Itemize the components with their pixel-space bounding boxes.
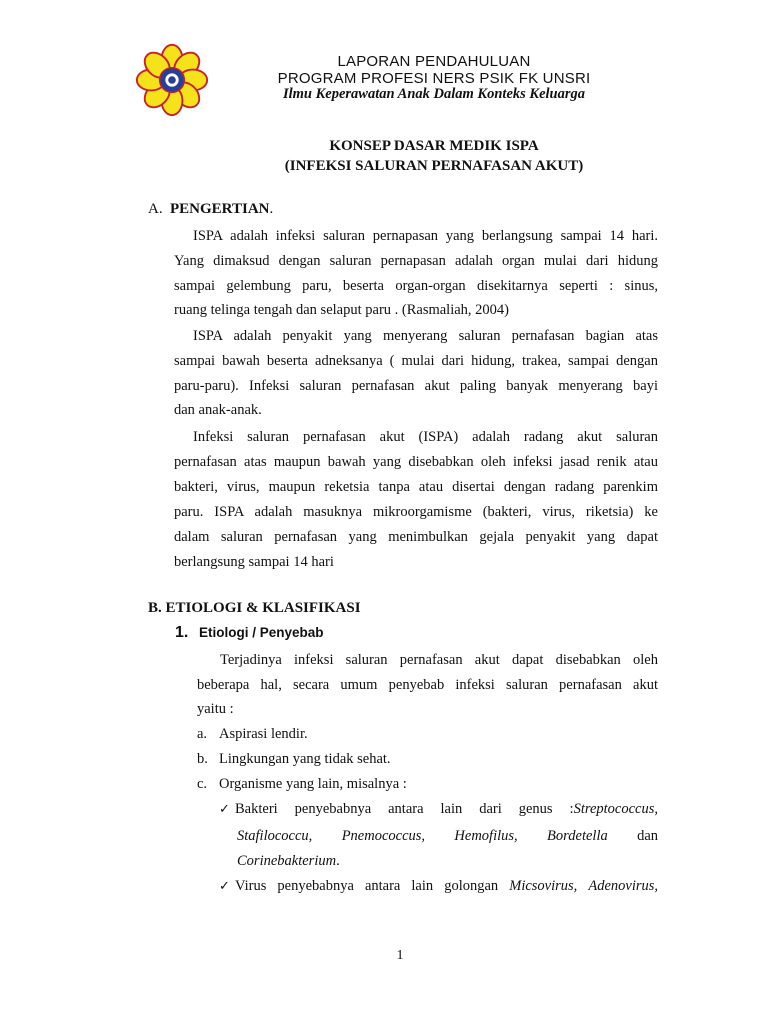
virus-lead: Virus penyebabnya antara lain golongan [235, 878, 499, 894]
bacteria-end: . [336, 853, 340, 869]
bacteria-bullet-line-3 [237, 853, 340, 870]
subsection-1-title: Etiologi / Penyebab [199, 625, 324, 640]
bacteria-bullet-line-1 [219, 801, 658, 818]
list-item-a [197, 726, 308, 743]
list-item-a-text: Aspirasi lendir. [219, 726, 308, 742]
list-item-c [197, 776, 407, 793]
paragraph-2-line-1: ISPA adalah penyakit yang menyerang saluran pernafasan bagian atas [193, 328, 658, 344]
list-item-c-label: c. [197, 776, 208, 792]
checkmark-icon: ✓ [219, 879, 230, 894]
genus-bordetella: Bordetella [547, 828, 608, 844]
section-a-label: A. [148, 201, 163, 217]
intro-line-3: yaitu : [197, 701, 234, 717]
course-subtitle: Ilmu Keperawatan Anak Dalam Konteks Keluarga [282, 86, 585, 102]
bacteria-and: dan [637, 828, 659, 844]
genus-stafilococcu: Stafilococcu, [237, 828, 313, 844]
paragraph-1-line-3: sampai gelembung paru, beserta organ-organ disekitarnya seperti : sinus, [174, 278, 658, 294]
document-subtitle: (INFEKSI SALURAN PERNAFASAN AKUT) [284, 158, 584, 174]
genus-adenovirus: Adenovirus, [588, 878, 659, 894]
paragraph-3-line-6: berlangsung sampai 14 hari [174, 554, 334, 570]
list-item-c-text: Organisme yang lain, misalnya : [219, 776, 407, 792]
intro-line-2: beberapa hal, secara umum penyebab infeksi saluran pernafasan akut [197, 677, 658, 693]
subsection-1-heading [175, 624, 324, 642]
paragraph-3-line-5: dalam saluran pernafasan yang menimbulkan gejala penyakit yang dapat [174, 529, 658, 545]
virus-bullet-line-1 [219, 878, 658, 895]
paragraph-3-line-2: pernafasan atas maupun bawah yang disebabkan oleh infeksi jasad renik atau [174, 454, 658, 470]
paragraph-3-line-4: paru. ISPA adalah masuknya mikroorgamisme (bakteri, virus, riketsia) ke [174, 504, 658, 520]
intro-line-1: Terjadinya infeksi saluran pernafasan akut dapat disebabkan oleh [220, 652, 658, 668]
list-item-b [197, 751, 391, 768]
report-type-heading: LAPORAN PENDAHULUAN [337, 53, 531, 70]
bacteria-lead: Bakteri penyebabnya antara lain dari genus : [235, 801, 574, 817]
genus-pnemococcus: Pnemococcus, [341, 828, 426, 844]
page-number: 1 [396, 948, 404, 963]
paragraph-1-line-4: ruang telinga tengah dan selaput paru . (Rasmaliah, 2004) [174, 302, 510, 318]
paragraph-1-line-2: Yang dimaksud dengan saluran pernapasan adalah organ mulai dari hidung [174, 253, 658, 269]
genus-hemofilus: Hemofilus, [454, 828, 518, 844]
genus-streptococcus: Streptococcus, [573, 801, 658, 817]
subsection-1-number: 1. [175, 624, 189, 641]
section-a-title: PENGERTIAN [170, 201, 270, 217]
paragraph-1-line-1: ISPA adalah infeksi saluran pernapasan yang berlangsung sampai 14 hari. [193, 228, 658, 244]
checkmark-icon: ✓ [219, 802, 230, 817]
program-heading: PROGRAM PROFESI NERS PSIK FK UNSRI [277, 70, 591, 87]
genus-micsovirus: Micsovirus, [509, 878, 578, 894]
bacteria-bullet-line-2 [237, 828, 658, 845]
list-item-a-label: a. [197, 726, 208, 742]
list-item-b-text: Lingkungan yang tidak sehat. [219, 751, 391, 767]
university-logo [134, 42, 210, 118]
paragraph-2-line-3: paru-paru). Infeksi saluran pernafasan akut paling banyak menyerang bayi [174, 378, 658, 394]
paragraph-3-line-3: bakteri, virus, maupun reketsia tanpa atau disertai dengan radang parenkim [174, 479, 658, 495]
paragraph-2-line-4: dan anak-anak. [174, 402, 262, 418]
paragraph-3-line-1: Infeksi saluran pernafasan akut (ISPA) adalah radang akut saluran [193, 429, 658, 445]
genus-corinebakterium: Corinebakterium [237, 853, 337, 869]
section-b-heading: B. ETIOLOGI & KLASIFIKASI [148, 600, 361, 616]
paragraph-2-line-2: sampai bawah beserta adneksanya ( mulai dari hidung, trakea, sampai dengan [174, 353, 658, 369]
section-a-title-dot: . [269, 201, 274, 217]
document-title: KONSEP DASAR MEDIK ISPA [329, 138, 539, 154]
section-a-heading [148, 201, 273, 218]
list-item-b-label: b. [197, 751, 208, 767]
